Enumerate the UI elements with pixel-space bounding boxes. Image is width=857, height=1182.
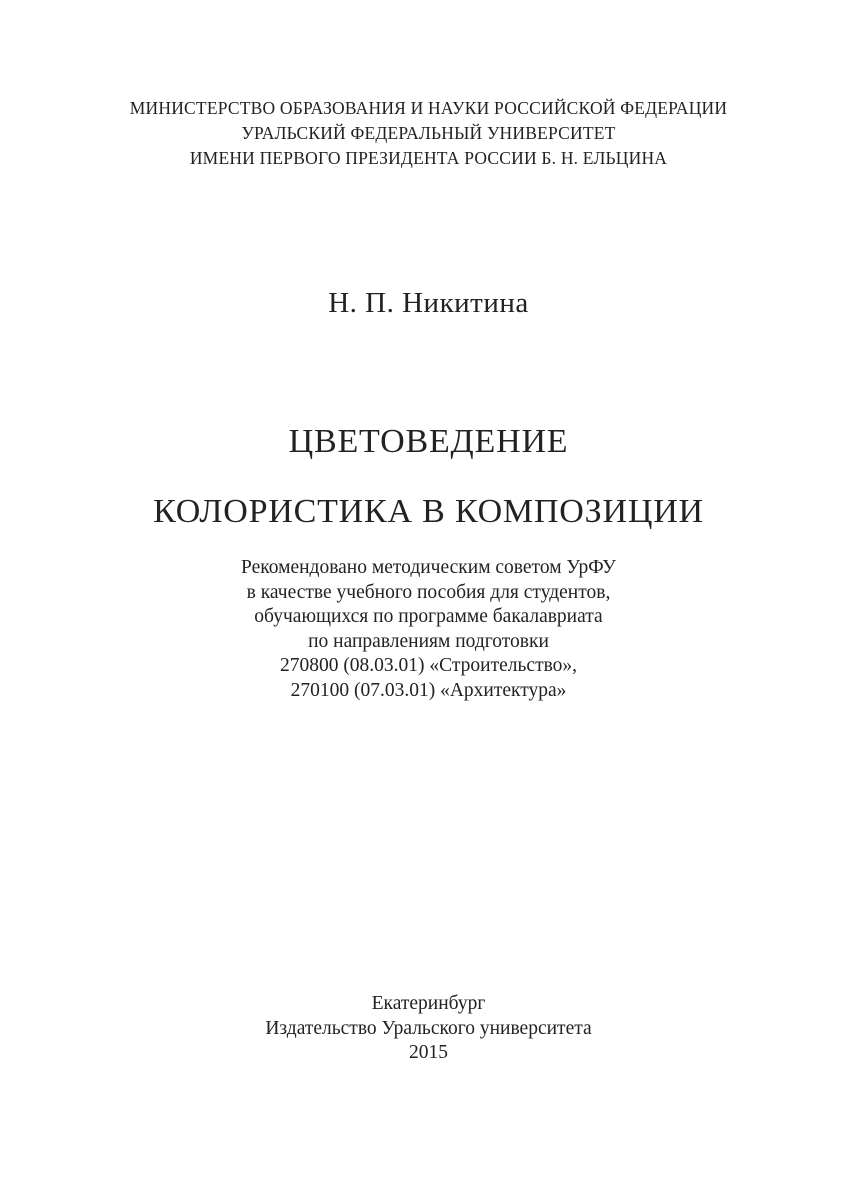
recommendation-line: Рекомендовано методическим советом УрФУ — [241, 557, 616, 578]
book-title: ЦВЕТОВЕДЕНИЕ — [288, 423, 569, 460]
recommendation-line: обучающихся по программе бакалавриата — [254, 606, 603, 627]
book-subtitle: КОЛОРИСТИКА В КОМПОЗИЦИИ — [153, 493, 704, 530]
organization-line-university: УРАЛЬСКИЙ ФЕДЕРАЛЬНЫЙ УНИВЕРСИТЕТ — [241, 123, 616, 143]
author-name: Н. П. Никитина — [328, 287, 529, 319]
recommendation-line: в качестве учебного пособия для студентов, — [246, 581, 611, 603]
organization-line-ministry: МИНИСТЕРСТВО ОБРАЗОВАНИЯ И НАУКИ РОССИЙСКОЙ ФЕДЕРАЦИИ — [129, 98, 728, 118]
imprint-publisher: Издательство Уральского университета — [265, 1017, 592, 1039]
recommendation-line: 270800 (08.03.01) «Строительство», — [279, 655, 578, 676]
organization-header — [0, 96, 857, 171]
imprint-city: Екатеринбург — [371, 993, 486, 1014]
recommendation-note — [0, 556, 857, 703]
publication-imprint — [0, 992, 857, 1066]
recommendation-line: по направлениям подготовки — [308, 630, 549, 652]
organization-line-named-after: ИМЕНИ ПЕРВОГО ПРЕЗИДЕНТА РОССИИ Б. Н. ЕЛЬЦИНА — [189, 148, 668, 168]
imprint-year: 2015 — [409, 1042, 448, 1063]
recommendation-line: 270100 (07.03.01) «Архитектура» — [290, 679, 567, 701]
